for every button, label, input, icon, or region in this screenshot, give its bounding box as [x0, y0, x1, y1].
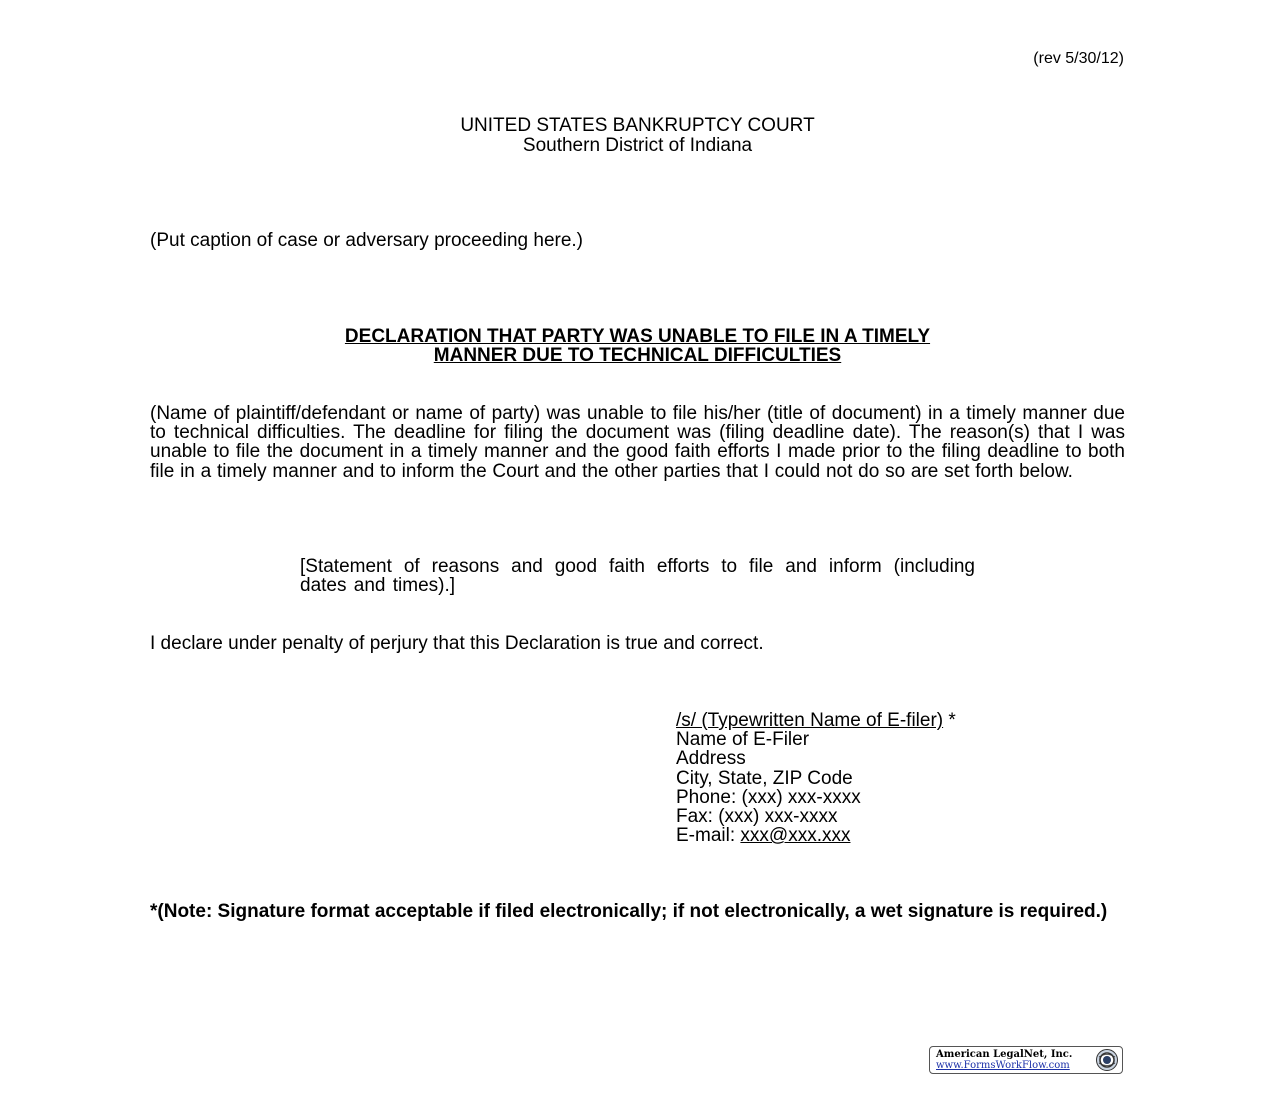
case-caption-placeholder: (Put caption of case or adversary proceeding here.) — [150, 230, 584, 251]
court-district: Southern District of Indiana — [522, 135, 753, 156]
badge-company-name: American LegalNet, Inc. — [936, 1049, 1073, 1060]
badge-url-link[interactable]: www.FormsWorkFlow.com — [936, 1060, 1070, 1071]
statement-placeholder: [Statement of reasons and good faith efforts to file and inform (including dates and times).] — [300, 556, 975, 597]
declaration-body-paragraph: (Name of plaintiff/defendant or name of party) was unable to file his/her (title of document) in a timely manner due to technical difficulties. The deadline for filing the document was (filing deadline date). The reason(s) that I was unable to file the document in a timely manner and the good faith efforts I made prior to the filing deadline to both file in a timely manner and to inform the Court and the other parties that I could not do so are set forth below. — [150, 403, 1125, 482]
filer-phone: Phone: (xxx) xxx-xxxx — [676, 786, 861, 808]
filer-city-state-zip: City, State, ZIP Code — [676, 767, 853, 789]
globe-icon — [1095, 1048, 1119, 1072]
document-title-line-1: DECLARATION THAT PARTY WAS UNABLE TO FILE IN A TIMELY — [344, 326, 931, 347]
email-label: E-mail: — [676, 825, 741, 847]
electronic-signature: /s/ (Typewritten Name of E-filer) — [676, 710, 944, 731]
filer-address: Address — [676, 748, 746, 770]
filer-name: Name of E-Filer — [676, 729, 810, 751]
revision-date: (rev 5/30/12) — [1033, 50, 1124, 67]
email-link[interactable]: xxx@xxx.xxx — [740, 825, 851, 847]
signature-block — [676, 711, 956, 845]
signature-line — [676, 711, 956, 730]
signature-asterisk: * — [943, 710, 956, 731]
filer-email — [676, 826, 956, 845]
filer-fax: Fax: (xxx) xxx-xxxx — [676, 806, 838, 828]
document-title-line-2: MANNER DUE TO TECHNICAL DIFFICULTIES — [433, 345, 842, 366]
court-name: UNITED STATES BANKRUPTCY COURT — [460, 115, 815, 136]
american-legalnet-badge[interactable] — [929, 1046, 1123, 1074]
court-header — [0, 116, 1275, 156]
document-title — [0, 327, 1275, 365]
signature-note: *(Note: Signature format acceptable if filed electronically; if not electronically, a wet signature is required.) — [150, 901, 1108, 922]
perjury-declaration: I declare under penalty of perjury that this Declaration is true and correct. — [150, 633, 764, 654]
